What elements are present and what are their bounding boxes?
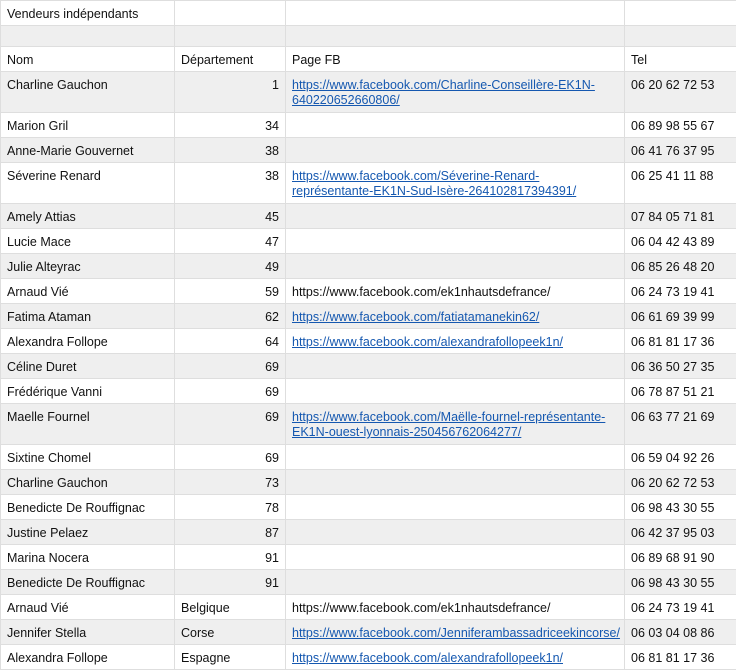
header-departement[interactable]: Département [175, 47, 286, 72]
cell-fb[interactable] [286, 495, 625, 520]
cell-tel[interactable]: 06 25 41 11 88 [625, 163, 736, 204]
cell-tel[interactable]: 06 89 68 91 90 [625, 545, 736, 570]
cell-nom[interactable]: Anne-Marie Gouvernet [1, 138, 175, 163]
cell-fb-link[interactable]: https://www.facebook.com/Jenniferambassadriceekincorse/ [286, 620, 625, 645]
cell-nom[interactable]: Marina Nocera [1, 545, 175, 570]
cell-departement[interactable]: Espagne [175, 645, 286, 670]
cell-departement[interactable]: 38 [175, 163, 286, 204]
cell-tel[interactable]: 06 81 81 17 36 [625, 329, 736, 354]
table-row [1, 379, 736, 404]
cell-fb-link[interactable]: https://www.facebook.com/Maëlle-fournel-représentante-EK1N-ouest-lyonnais-250456762064277/ [286, 404, 625, 445]
cell-tel[interactable]: 06 24 73 19 41 [625, 279, 736, 304]
table-row [1, 138, 736, 163]
cell-nom[interactable]: Lucie Mace [1, 229, 175, 254]
cell-fb[interactable] [286, 229, 625, 254]
cell-tel[interactable]: 07 84 05 71 81 [625, 204, 736, 229]
cell-nom[interactable]: Jennifer Stella [1, 620, 175, 645]
table-row [1, 404, 736, 445]
cell-departement[interactable]: 47 [175, 229, 286, 254]
cell-fb[interactable]: https://www.facebook.com/ek1nhautsdefrance/ [286, 279, 625, 304]
cell-tel[interactable]: 06 98 43 30 55 [625, 570, 736, 595]
cell-tel[interactable]: 06 81 81 17 36 [625, 645, 736, 670]
cell-departement[interactable]: 91 [175, 570, 286, 595]
spacer-row [1, 26, 736, 47]
cell-tel[interactable]: 06 03 04 08 86 [625, 620, 736, 645]
cell-nom[interactable]: Arnaud Vié [1, 279, 175, 304]
cell-departement[interactable]: Belgique [175, 595, 286, 620]
cell-departement[interactable]: 1 [175, 72, 286, 113]
table-row [1, 470, 736, 495]
cell-nom[interactable]: Séverine Renard [1, 163, 175, 204]
cell-nom[interactable]: Justine Pelaez [1, 520, 175, 545]
cell-fb[interactable]: https://www.facebook.com/ek1nhautsdefrance/ [286, 595, 625, 620]
cell-fb-link[interactable]: https://www.facebook.com/Charline-Conseillère-EK1N-640220652660806/ [286, 72, 625, 113]
empty-cell[interactable] [625, 1, 736, 26]
cell-nom[interactable]: Alexandra Follope [1, 645, 175, 670]
cell-nom[interactable]: Charline Gauchon [1, 72, 175, 113]
empty-cell[interactable] [175, 1, 286, 26]
table-row [1, 520, 736, 545]
table-row [1, 113, 736, 138]
cell-tel[interactable]: 06 36 50 27 35 [625, 354, 736, 379]
cell-fb[interactable] [286, 354, 625, 379]
cell-nom[interactable]: Benedicte De Rouffignac [1, 570, 175, 595]
cell-nom[interactable]: Charline Gauchon [1, 470, 175, 495]
table-row [1, 620, 736, 645]
cell-nom[interactable]: Céline Duret [1, 354, 175, 379]
table-row [1, 595, 736, 620]
table-row [1, 329, 736, 354]
header-nom[interactable]: Nom [1, 47, 175, 72]
cell-fb[interactable] [286, 138, 625, 163]
cell-nom[interactable]: Maelle Fournel [1, 404, 175, 445]
cell-tel[interactable]: 06 20 62 72 53 [625, 72, 736, 113]
cell-tel[interactable]: 06 78 87 51 21 [625, 379, 736, 404]
empty-cell[interactable] [625, 26, 736, 47]
header-tel[interactable]: Tel [625, 47, 736, 72]
table-row [1, 72, 736, 113]
cell-departement[interactable]: 69 [175, 404, 286, 445]
cell-fb-link[interactable]: https://www.facebook.com/alexandrafollopeek1n/ [286, 329, 625, 354]
cell-departement[interactable]: Corse [175, 620, 286, 645]
cell-tel[interactable]: 06 98 43 30 55 [625, 495, 736, 520]
cell-tel[interactable]: 06 04 42 43 89 [625, 229, 736, 254]
cell-nom[interactable]: Fatima Ataman [1, 304, 175, 329]
cell-fb[interactable] [286, 204, 625, 229]
cell-departement[interactable]: 69 [175, 379, 286, 404]
cell-tel[interactable]: 06 61 69 39 99 [625, 304, 736, 329]
empty-cell[interactable] [286, 1, 625, 26]
cell-departement[interactable]: 49 [175, 254, 286, 279]
empty-cell[interactable] [1, 26, 175, 47]
cell-nom[interactable]: Julie Alteyrac [1, 254, 175, 279]
cell-nom[interactable]: Arnaud Vié [1, 595, 175, 620]
cell-departement[interactable]: 87 [175, 520, 286, 545]
cell-tel[interactable]: 06 42 37 95 03 [625, 520, 736, 545]
sheet-title[interactable]: Vendeurs indépendants [1, 1, 175, 26]
cell-tel[interactable]: 06 41 76 37 95 [625, 138, 736, 163]
cell-tel[interactable]: 06 20 62 72 53 [625, 470, 736, 495]
cell-tel[interactable]: 06 63 77 21 69 [625, 404, 736, 445]
cell-fb[interactable] [286, 113, 625, 138]
cell-fb[interactable] [286, 570, 625, 595]
cell-departement[interactable]: 73 [175, 470, 286, 495]
cell-fb[interactable] [286, 470, 625, 495]
cell-fb[interactable] [286, 545, 625, 570]
cell-fb[interactable] [286, 379, 625, 404]
cell-departement[interactable]: 38 [175, 138, 286, 163]
cell-nom[interactable]: Marion Gril [1, 113, 175, 138]
table-row [1, 645, 736, 670]
cell-fb[interactable] [286, 445, 625, 470]
table-row [1, 279, 736, 304]
cell-departement[interactable]: 78 [175, 495, 286, 520]
table-row [1, 354, 736, 379]
table-row [1, 163, 736, 204]
table-row [1, 254, 736, 279]
cell-tel[interactable]: 06 59 04 92 26 [625, 445, 736, 470]
cell-tel[interactable]: 06 85 26 48 20 [625, 254, 736, 279]
cell-fb[interactable] [286, 520, 625, 545]
cell-fb-link[interactable]: https://www.facebook.com/Séverine-Renard-représentante-EK1N-Sud-Isère-264102817394391/ [286, 163, 625, 204]
cell-nom[interactable]: Frédérique Vanni [1, 379, 175, 404]
table-row [1, 495, 736, 520]
header-page-fb[interactable]: Page FB [286, 47, 625, 72]
cell-nom[interactable]: Alexandra Follope [1, 329, 175, 354]
empty-cell[interactable] [286, 26, 625, 47]
cell-departement[interactable]: 45 [175, 204, 286, 229]
cell-fb[interactable] [286, 254, 625, 279]
cell-nom[interactable]: Amely Attias [1, 204, 175, 229]
cell-nom[interactable]: Benedicte De Rouffignac [1, 495, 175, 520]
cell-tel[interactable]: 06 24 73 19 41 [625, 595, 736, 620]
cell-fb-link[interactable]: https://www.facebook.com/alexandrafollopeek1n/ [286, 645, 625, 670]
cell-departement[interactable]: 91 [175, 545, 286, 570]
cell-departement[interactable]: 59 [175, 279, 286, 304]
cell-departement[interactable]: 69 [175, 354, 286, 379]
table-row [1, 229, 736, 254]
empty-cell[interactable] [175, 26, 286, 47]
header-row [1, 47, 736, 72]
cell-tel[interactable]: 06 89 98 55 67 [625, 113, 736, 138]
title-row [1, 1, 736, 26]
table-row [1, 445, 736, 470]
cell-departement[interactable]: 69 [175, 445, 286, 470]
table-row [1, 545, 736, 570]
cell-fb-link[interactable]: https://www.facebook.com/fatiatamanekin62/ [286, 304, 625, 329]
cell-departement[interactable]: 62 [175, 304, 286, 329]
cell-departement[interactable]: 34 [175, 113, 286, 138]
table-row [1, 204, 736, 229]
cell-departement[interactable]: 64 [175, 329, 286, 354]
table-row [1, 304, 736, 329]
table-row [1, 570, 736, 595]
cell-nom[interactable]: Sixtine Chomel [1, 445, 175, 470]
